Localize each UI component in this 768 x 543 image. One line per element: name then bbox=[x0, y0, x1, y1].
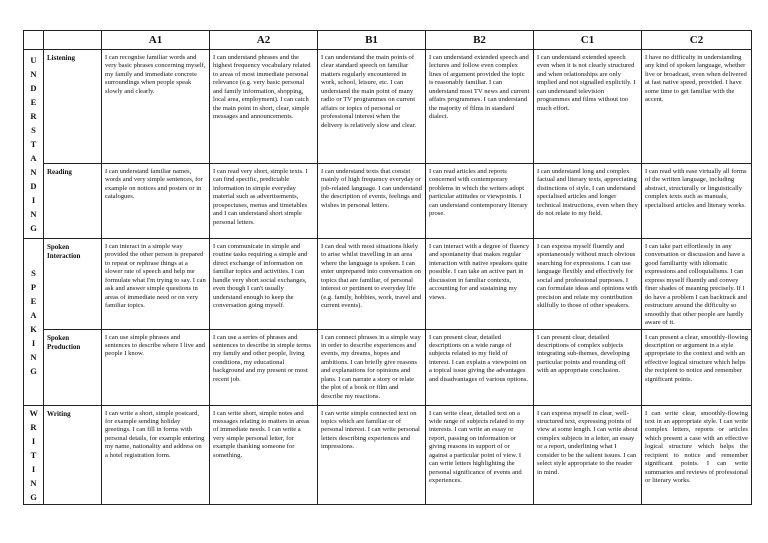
cefr-grid-table bbox=[23, 30, 752, 505]
level-header-c1: C1 bbox=[534, 31, 642, 50]
section-label-understanding bbox=[24, 50, 44, 239]
descriptor-cell: I can present clear, detailed descriptions on a wide range of subjects related to my field of interest. I can explain a viewpoint on a topical issue giving the advantages and disadvantages of various options. bbox=[426, 329, 534, 405]
descriptor-cell: I can understand extended speech even when it is not clearly structured and when relationships are only implied and not signalled explicitly. I can understand television programmes and films without too much effort. bbox=[534, 50, 642, 164]
level-header-a1: A1 bbox=[102, 31, 210, 50]
section-label-speaking bbox=[24, 239, 44, 406]
table-row-reading bbox=[24, 164, 752, 239]
descriptor-cell: I can take part effortlessly in any conversation or discussion and have a good familiarity with idiomatic expressions and colloquialisms. I can express myself fluently and convey finer shades of meaning precisely. If I do have a problem I can backtrack and restructure around the difficulty so smoothly that other people are hardly aware of it. bbox=[642, 239, 752, 330]
descriptor-cell: I can write clear, detailed text on a wide range of subjects related to my interests. I can write an essay or report, passing on information or giving reasons in support of or against a particular point of view. I can write letters highlighting the personal significance of events and experiences. bbox=[426, 405, 534, 504]
level-header-b1: B1 bbox=[318, 31, 426, 50]
section-label-text: UNDERSTANDING bbox=[30, 55, 37, 233]
descriptor-cell: I can understand extended speech and lectures and follow even complex lines of argument provided the topic is reasonably familiar. I can understand most TV news and current affairs programmes. I can understand the majority of films in standard dialect. bbox=[426, 50, 534, 164]
descriptor-cell: I can deal with most situations likely to arise whilst travelling in an area where the language is spoken. I can enter unprepared into conversation on topics that are familiar, of personal interest or pertinent to everyday life (e.g. family, hobbies, work, travel and current events). bbox=[318, 239, 426, 330]
descriptor-cell: I can understand long and complex factual and literary texts, appreciating distinctions of style. I can understand specialised articles and longer technical instructions, even when they do not relate to my field. bbox=[534, 164, 642, 239]
descriptor-cell: I can present clear, detailed descriptions of complex subjects integrating sub-themes, developing particular points and rounding off with an appropriate conclusion. bbox=[534, 329, 642, 405]
level-header-b2: B2 bbox=[426, 31, 534, 50]
level-header-c2: C2 bbox=[642, 31, 752, 50]
header-row bbox=[24, 31, 752, 50]
table-row-spoken-interaction bbox=[24, 239, 752, 330]
descriptor-cell: I can understand phrases and the highest frequency vocabulary related to areas of most immediate personal relevance (e.g. very basic personal and family information, shopping, local area, employment). I can catch the main point in short, clear, simple messages and announcements. bbox=[210, 50, 318, 164]
corner-cell bbox=[24, 31, 44, 50]
level-header-a2: A2 bbox=[210, 31, 318, 50]
skill-label-reading: Reading bbox=[44, 164, 102, 239]
skill-label-listening: Listening bbox=[44, 50, 102, 164]
descriptor-cell: I can present a clear, smoothly-flowing description or argument in a style appropriate to the context and with an effective logical structure which helps the recipient to notice and remember significant points. bbox=[642, 329, 752, 405]
descriptor-cell: I can write short, simple notes and messages relating to matters in areas of immediate needs. I can write a very simple personal letter, for example thanking someone for something. bbox=[210, 405, 318, 504]
table-row-listening bbox=[24, 50, 752, 164]
descriptor-cell: I can understand texts that consist mainly of high frequency everyday or job-related language. I can understand the description of events, feelings and wishes in personal letters. bbox=[318, 164, 426, 239]
section-label-text: WRITING bbox=[29, 407, 38, 502]
skill-label-spoken-interaction: Spoken Interaction bbox=[44, 239, 102, 330]
skill-label-writing: Writing bbox=[44, 405, 102, 504]
descriptor-cell: I can interact with a degree of fluency and spontaneity that makes regular interaction with native speakers quite possible. I can take an active part in discussion in familiar contexts, accounting for and sustaining my views. bbox=[426, 239, 534, 330]
descriptor-cell: I can use simple phrases and sentences to describe where I live and people I know. bbox=[102, 329, 210, 405]
descriptor-cell: I can express myself fluently and spontaneously without much obvious searching for expressions. I can use language flexibly and effectively for social and professional purposes. I can formulate ideas and opinions with precision and relate my contribution skilfully to those of other speakers. bbox=[534, 239, 642, 330]
descriptor-cell: I can understand familiar names, words and very simple sentences, for example on notices and posters or in catalogues. bbox=[102, 164, 210, 239]
descriptor-cell: I have no difficulty in understanding any kind of spoken language, whether live or broadcast, even when delivered at fast native speed, provided. I have some time to get familiar with the accent. bbox=[642, 50, 752, 164]
descriptor-cell: I can write a short, simple postcard, for example sending holiday greetings. I can fill in forms with personal details, for example entering my name, nationality and address on a hotel registration form. bbox=[102, 405, 210, 504]
descriptor-cell: I can use a series of phrases and sentences to describe in simple terms my family and other people, living conditions, my educational background and my present or most recent job. bbox=[210, 329, 318, 405]
descriptor-cell: I can read articles and reports concerned with contemporary problems in which the writers adopt particular attitudes or viewpoints. I can understand contemporary literary prose. bbox=[426, 164, 534, 239]
descriptor-cell: I can communicate in simple and routine tasks requiring a simple and direct exchange of information on familiar topics and activities. I can handle very short social exchanges, even though I can't usually understand enough to keep the conversation going myself. bbox=[210, 239, 318, 330]
descriptor-cell: I can read very short, simple texts. I can find specific, predictable information in simple everyday material such as advertisements, prospectuses, menus and timetables and I can understand short simple personal letters. bbox=[210, 164, 318, 239]
descriptor-cell: I can interact in a simple way provided the other person is prepared to repeat or rephrase things at a slower rate of speech and help me formulate what I'm trying to say. I can ask and answer simple questions in areas of immediate need or on very familiar topics. bbox=[102, 239, 210, 330]
section-label-text: SPEAKING bbox=[30, 267, 37, 376]
descriptor-cell: I can write clear, smoothly-flowing text in an appropriate style. I can write complex letters, reports or articles which present a case with an effective logical structure which helps the recipient to notice and remember significant points. I can write summaries and reviews of professional or literary works. bbox=[642, 405, 752, 504]
descriptor-cell: I can recognise familiar words and very basic phrases concerning myself, my family and immediate concrete surroundings when people speak slowly and clearly. bbox=[102, 50, 210, 164]
skill-label-spoken-production: Spoken Production bbox=[44, 329, 102, 405]
descriptor-cell: I can write simple connected text on topics which are familiar or of personal interest. I can write personal letters describing experiences and impressions. bbox=[318, 405, 426, 504]
table-row-spoken-production bbox=[24, 329, 752, 405]
descriptor-cell: I can express myself in clear, well-structured text, expressing points of view at some length. I can write about complex subjects in a letter, an essay or a report, underlining what I consider to be the salient issues. I can select style appropriate to the reader in mind. bbox=[534, 405, 642, 504]
corner-cell bbox=[44, 31, 102, 50]
descriptor-cell: I can understand the main points of clear standard speech on familiar matters regularly encountered in work, school, leisure, etc. I can understand the main point of many radio or TV programmes on current affairs or topics of personal or professional interest when the delivery is relatively slow and clear. bbox=[318, 50, 426, 164]
table-row-writing bbox=[24, 405, 752, 504]
descriptor-cell: I can connect phrases in a simple way in order to describe experiences and events, my dreams, hopes and ambitions. I can briefly give reasons and explanations for opinions and plans. I can narrate a story or relate the plot of a book or film and describe my reactions. bbox=[318, 329, 426, 405]
descriptor-cell: I can read with ease virtually all forms of the written language, including abstract, structurally or linguistically complex texts such as manuals, specialised articles and literary works. bbox=[642, 164, 752, 239]
section-label-writing bbox=[24, 405, 44, 504]
